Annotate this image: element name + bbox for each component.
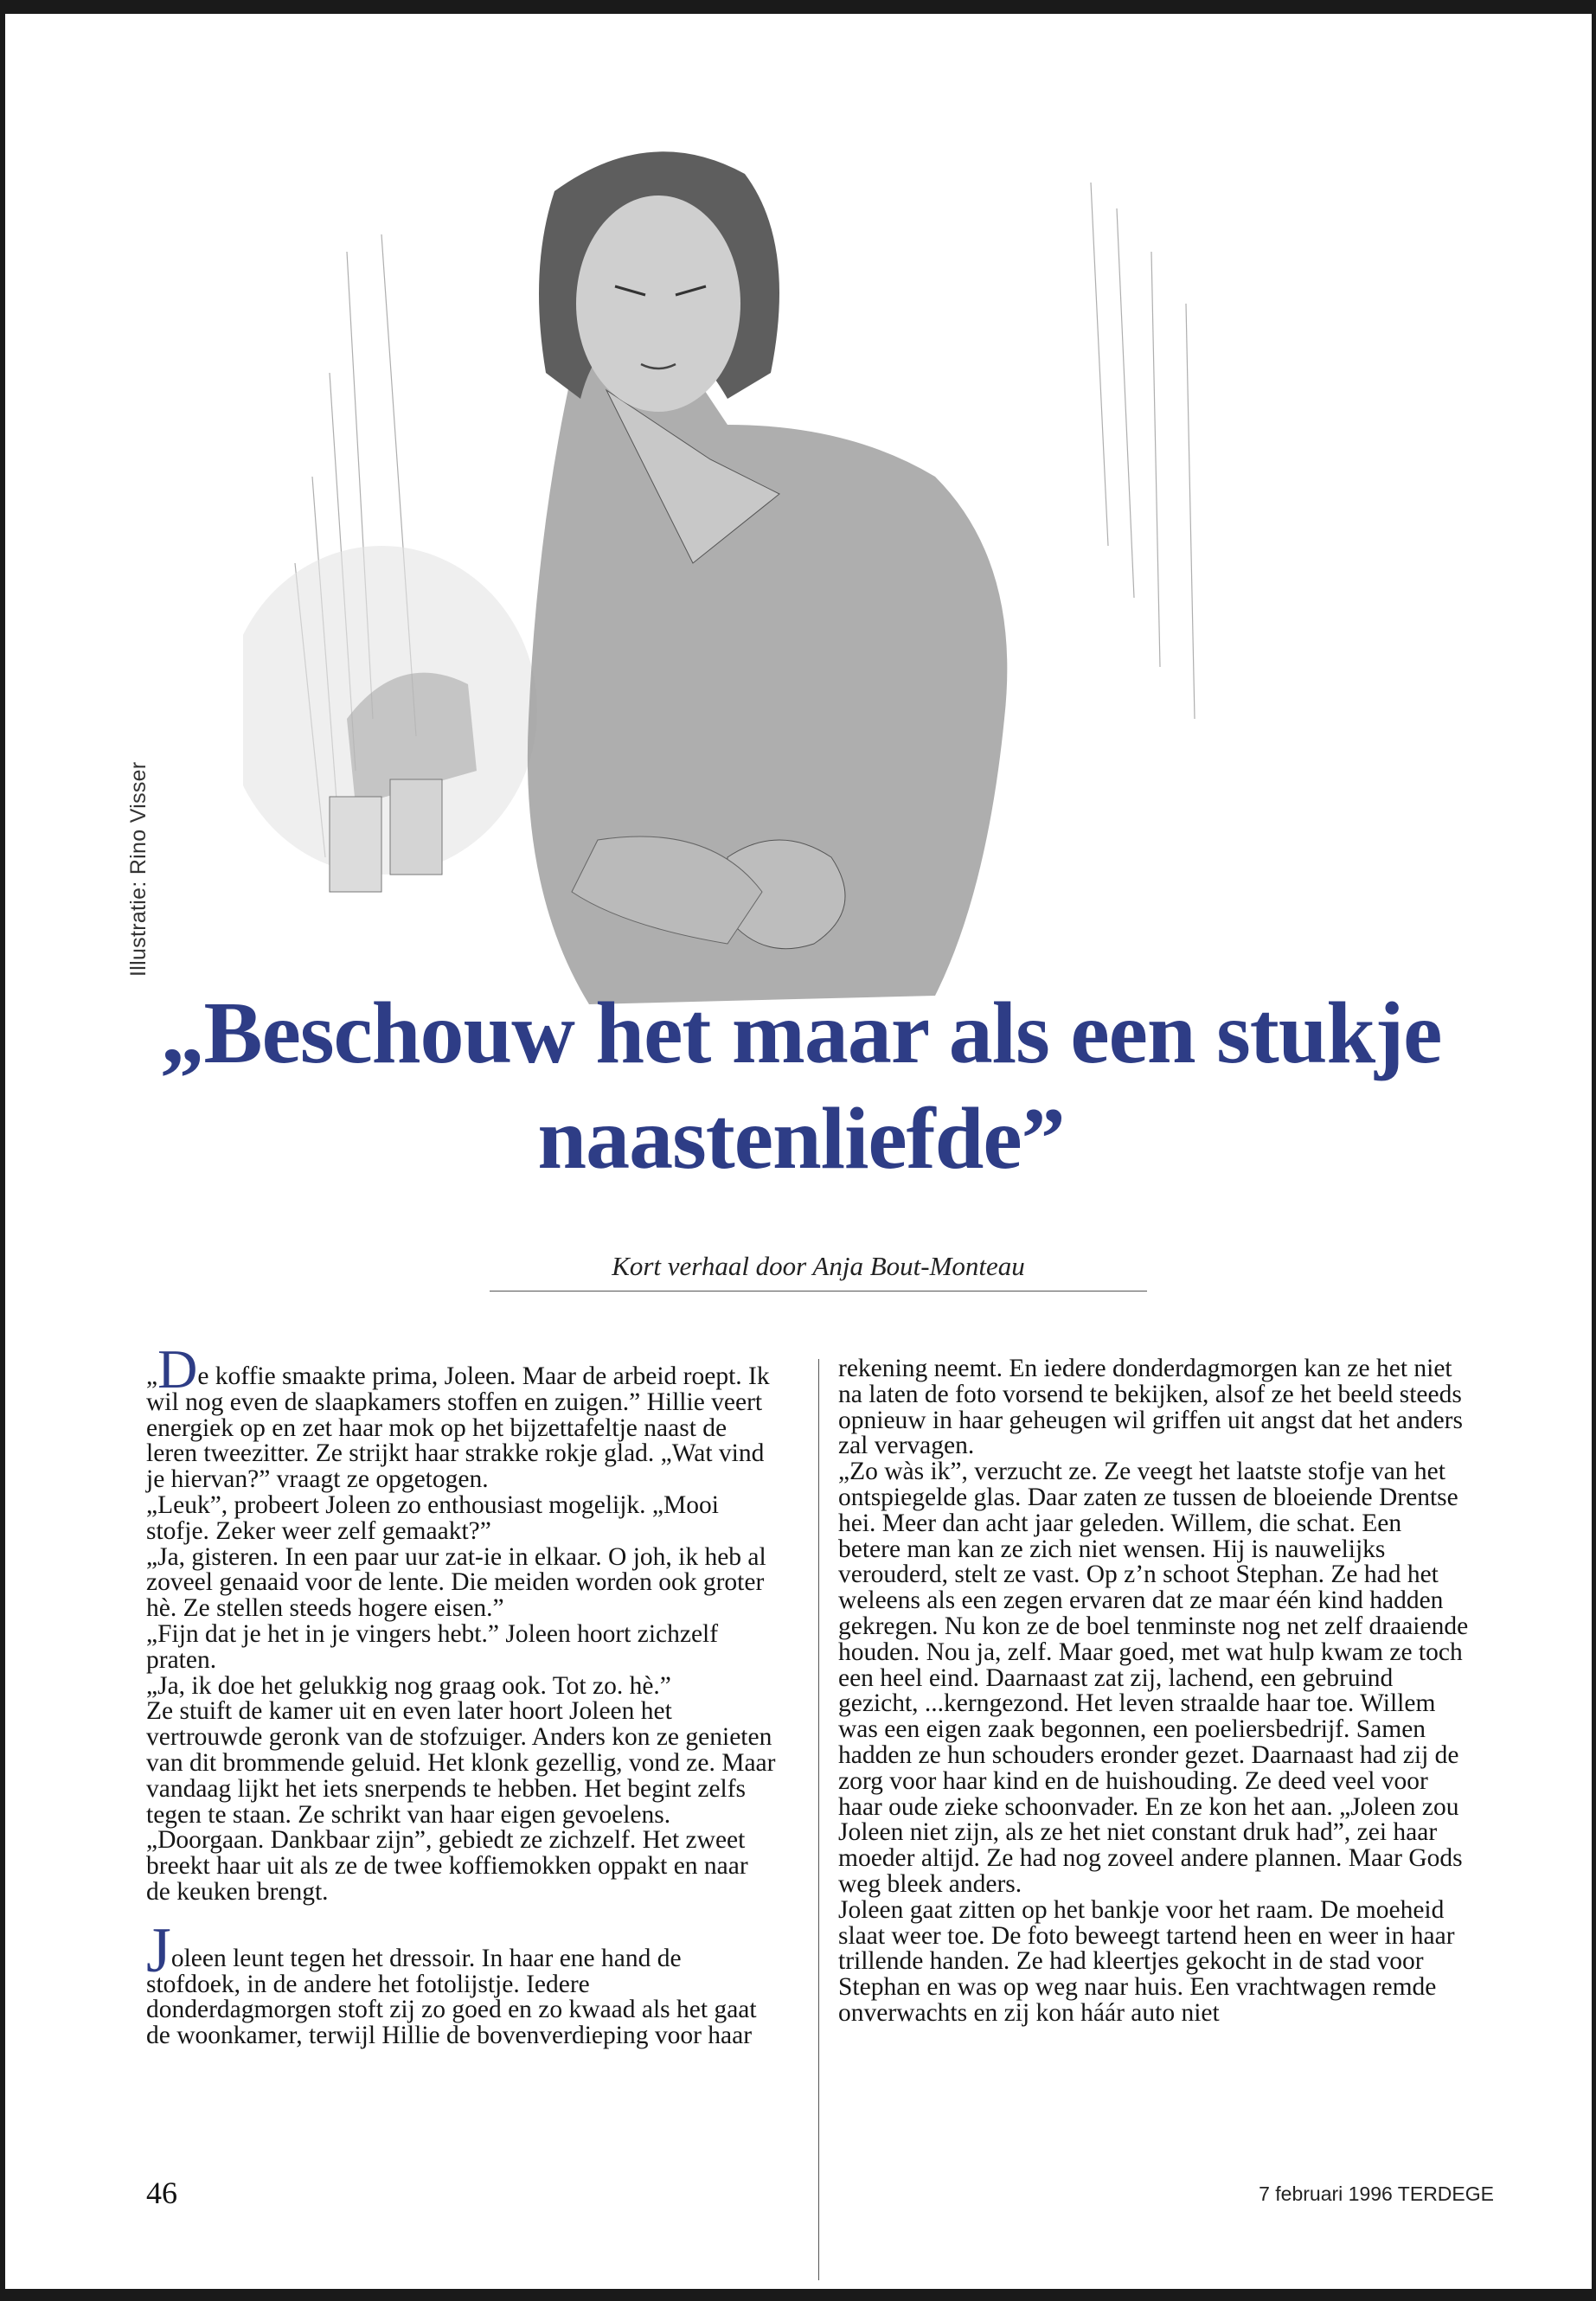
page-number: 46 [146, 2176, 177, 2210]
pencil-illustration [243, 113, 1324, 1039]
drop-cap: D [157, 1338, 198, 1400]
paragraph: Ze stuift de kamer uit en even later hoort Joleen het vertrouwde geronk van de stofzuiger. Anders kon ze genieten van dit brommende geluid. Het klonk gezellig, vond ze. Maar vandaag lijkt het iets snerpends te hebben. Het begint zelfs tegen te staan. Ze schrikt van haar eigen gevoelens. „Doorgaan. Dankbaar zijn”, gebiedt ze zichzelf. Het zweet breekt haar uit als ze de twee koffiemokken oppakt en naar de keuken brengt. [146, 1697, 776, 1906]
illustration-credit: Illustratie: Rino Visser [126, 761, 151, 977]
column-divider [818, 1359, 819, 2280]
paragraph [146, 1338, 778, 1494]
paragraph-text: e koffie smaakte prima, Joleen. Maar de arbeid roept. Ik wil nog even de slaapkamers stoffen en zuigen.” Hillie veert energiek op en zet haar mok op het bijzettafeltje naast de leren tweezitter. Ze strijkt haar strakke rokje glad. „Wat vind je hiervan?” vraagt ze opgetogen. [146, 1362, 770, 1494]
paragraph: „Fijn dat je het in je vingers hebt.” Joleen hoort zichzelf praten. [146, 1619, 719, 1674]
paragraph: rekening neemt. En iedere donderdagmorgen kan ze het niet na laten de foto vorsend te bekijken, alsof ze het beeld steeds opnieuw in haar geheugen wil griffen uit angst dat het anders zal vervagen. [838, 1355, 1463, 1460]
paragraph: „Leuk”, probeert Joleen zo enthousiast mogelijk. „Mooi stofje. Zeker weer zelf gemaakt?” [146, 1490, 719, 1545]
byline: Kort verhaal door Anja Bout-Monteau [490, 1251, 1147, 1292]
left-column [146, 1338, 778, 2050]
paragraph [146, 1914, 778, 2050]
paragraph-text: oleen leunt tegen het dressoir. In haar ene hand de stofdoek, in de andere het fotolijstje. Iedere donderdagmorgen stoft zij zo goed en zo kwaad als het gaat de woonkamer, terwijl Hillie de bovenverdieping voor haar [146, 1944, 757, 2050]
paragraph: „Ja, ik doe het gelukkig nog graag ook. Tot zo. hè.” [146, 1671, 671, 1700]
paragraph: „Ja, gisteren. In een paar uur zat-ie in elkaar. O joh, ik heb al zoveel genaaid voor de lente. Die meiden worden ook groter hè. Ze stellen steeds hogere eisen.” [146, 1542, 766, 1623]
article-title: „Beschouw het maar als een stukje naastenliefde” [160, 984, 1442, 1188]
drop-cap: J [146, 1914, 171, 1986]
paragraph: Joleen gaat zitten op het bankje voor het raam. De moeheid slaat weer toe. De foto beweegt tartend heen en weer in haar trillende handen. Ze had kleertjes gekocht in de stad voor Stephan en was op weg naar huis. Een vrachtwagen remde onverwachts en zij kon háár auto niet [838, 1895, 1455, 2027]
issue-line: 7 februari 1996 TERDEGE [1259, 2182, 1494, 2205]
right-column [838, 1356, 1470, 2027]
paragraph: „Zo wàs ik”, verzucht ze. Ze veegt het laatste stofje van het ontspiegelde glas. Daar zaten ze tussen de bloeiende Drentse hei. Meer dan acht jaar geleden. Willem, die schat. Een betere man kan ze zich niet wensen. Hij is nauwelijks verouderd, stelt ze vast. Op z’n schoot Stephan. Ze had het weleens als een zegen ervaren dat ze maar één kind hadden gekregen. Nu kon ze de boel tenminste nog net zelf draaiende houden. Nou ja, zelf. Maar goed, met wat hulp kwam ze toch een heel eind. Daarnaast zat zij, lachend, een gebruind gezicht, ...kerngezond. Het leven straalde haar toe. Willem was een eigen zaak begonnen, een poeliersbedrijf. Samen hadden ze hun schouders eronder gezet. Daarnaast had zij de zorg voor haar kind en de huishouding. Ze deed veel voor haar oude zieke schoonvader. En ze kon het aan. „Joleen zou Joleen niet zijn, als ze het niet constant druk had”, zei haar moeder altijd. Ze had nog zoveel andere plannen. Maar Gods weg bleek anders. [838, 1458, 1469, 1898]
magazine-page [5, 14, 1592, 2289]
opening-quote: „ [146, 1362, 158, 1390]
